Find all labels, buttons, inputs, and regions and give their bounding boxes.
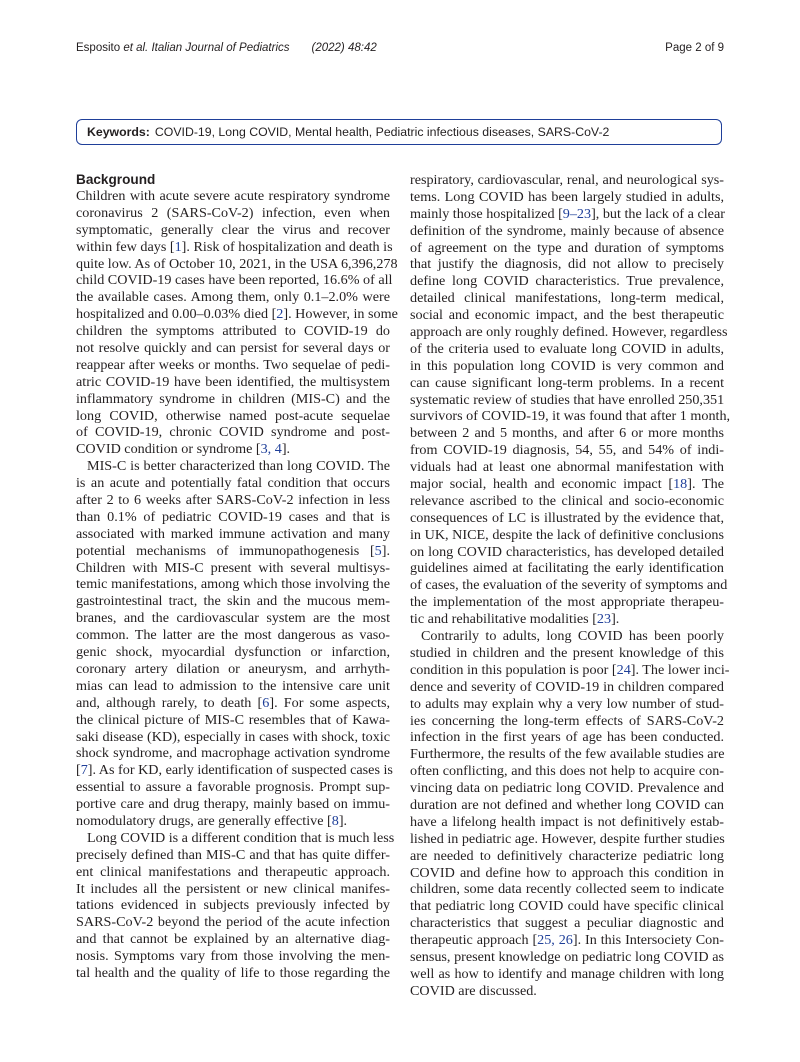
text-line: tic and rehabilitative modalities [23].: [410, 611, 620, 628]
keywords-box: [76, 119, 722, 145]
text-line: tal health and the quality of life to those regarding the: [76, 964, 390, 981]
text-line: therapeutic approach [25, 26]. In this Intersociety Con-: [410, 932, 724, 949]
header-authors: Esposito: [76, 42, 124, 54]
text-line: symptomatic, generally clear the virus and recover: [76, 221, 390, 238]
section-heading-background: Background: [76, 172, 156, 187]
text-line: define long COVID characteristics. True prevalence,: [410, 273, 724, 290]
text-line: inflammatory syndrome in children (MIS-C) and the: [76, 390, 390, 407]
citation-link[interactable]: 8: [331, 812, 339, 829]
text-line: children the symptoms attributed to COVID-19 do: [76, 323, 390, 340]
text-line: It includes all the persistent or new clinical manifes-: [76, 880, 390, 897]
text-line: not resolve quickly and can persist for several days or: [76, 340, 390, 357]
text-line: genic shock, myocardial dysfunction or infarction,: [76, 644, 390, 661]
text-line: branes, and the cardiovascular system are the most: [76, 610, 390, 627]
text-line: essential to assure a favorable prognosis. Prompt sup-: [76, 779, 390, 796]
text-line: infection in the first years of age has been conducted.: [410, 729, 724, 746]
citation-link[interactable]: 2: [276, 306, 284, 323]
citation-link[interactable]: 5: [374, 542, 382, 559]
text-line: guidelines aimed at facilitating the early identification: [410, 560, 724, 577]
text-line: atric COVID-19 have been identified, the multisystem: [76, 373, 390, 390]
keywords-text: COVID-19, Long COVID, Mental health, Pediatric infectious diseases, SARS-CoV-2: [154, 125, 610, 139]
text-line: relevance ascribed to the clinical and socio-economic: [410, 492, 724, 509]
text-line: gastrointestinal tract, the skin and the mucous mem-: [76, 593, 390, 610]
text-line: of agreement on the type and duration of symptoms: [410, 239, 724, 256]
text-line: tems. Long COVID has been largely studied in adults,: [410, 188, 724, 205]
text-line: and that cannot be explained by an alternative diag-: [76, 931, 390, 948]
text-line: in this population long COVID is very common and: [410, 357, 724, 374]
text-line: to adults may explain why a very low number of stud-: [410, 695, 724, 712]
text-line: viduals had at least one abnormal manifestation with: [410, 459, 724, 476]
text-line: common. The latter are the most dangerous as vaso-: [76, 627, 390, 644]
text-line: that justify the diagnosis, did not allow to precisely: [410, 256, 724, 273]
text-line: definition of the syndrome, mainly because of absence: [410, 222, 724, 239]
text-line: major social, health and economic impact [18]. The: [410, 476, 724, 493]
text-line: tations evidenced in subjects previously infected by: [76, 897, 390, 914]
text-line: often conflicting, and this does not help to acquire con-: [410, 763, 724, 780]
text-line: than 0.1% of pediatric COVID-19 cases and that is: [76, 508, 390, 525]
text-line: duration are not defined and whether long COVID can: [410, 796, 724, 813]
citation-link[interactable]: 25, 26: [537, 932, 573, 949]
right-column: [410, 172, 731, 1000]
text-line: potential mechanisms of immunopathogenesis [5].: [76, 542, 390, 559]
text-line: well as how to identify and manage children with long: [410, 965, 724, 982]
text-line: approach are only roughly defined. However, regardless: [410, 324, 728, 341]
text-line: on long COVID characteristics, has developed detailed: [410, 543, 724, 560]
text-line: of COVID-19, chronic COVID syndrome and post-: [76, 424, 390, 441]
text-line: condition in this population is poor [24]. The lower inci-: [410, 661, 730, 678]
text-line: lished in pediatric age. However, despite further studies: [410, 830, 725, 847]
text-line: SARS-CoV-2 beyond the period of the acute infection: [76, 914, 390, 931]
text-line: precisely defined than MIS-C and that has quite differ-: [76, 846, 390, 863]
text-line: children, some data recently collected seem to indicate: [410, 881, 724, 898]
citation-link[interactable]: 6: [262, 694, 270, 711]
text-line: Furthermore, the results of the few available studies are: [410, 746, 725, 763]
header-journal: et al. Italian Journal of Pediatrics: [123, 42, 290, 54]
text-line: COVID are discussed.: [410, 982, 537, 999]
text-line: can cause significant long-term problems. In a recent: [410, 374, 724, 391]
text-line: reappear after weeks or months. Two sequelae of pedi-: [76, 356, 390, 373]
citation-link[interactable]: 9–23: [562, 205, 592, 222]
text-line: after 2 to 6 weeks after SARS-CoV-2 infection in less: [76, 492, 390, 509]
text-line: within few days [1]. Risk of hospitalization and death is: [76, 238, 393, 255]
text-line: [7]. As for KD, early identification of suspected cases is: [76, 762, 393, 779]
text-line: saki disease (KD), especially in cases with shock, toxic: [76, 728, 390, 745]
text-line: have a lifelong health impact is not definitively estab-: [410, 813, 724, 830]
keywords-label: Keywords:: [87, 125, 150, 139]
text-line: of cases, the evaluation of the severity of symptoms and: [410, 577, 728, 594]
text-line: nomodulatory drugs, are generally effective [8].: [76, 812, 348, 829]
text-line: social and economic impact, and the best therapeutic: [410, 307, 724, 324]
citation-link[interactable]: 23: [596, 611, 612, 628]
text-line: mainly those hospitalized [9–23], but the lack of a clear: [410, 205, 725, 222]
text-line: Contrarily to adults, long COVID has been poorly: [421, 628, 724, 645]
text-line: the implementation of the most appropriate therapeu-: [410, 594, 724, 611]
citation-link[interactable]: 3, 4: [260, 441, 282, 458]
left-column: [76, 171, 398, 982]
running-header: [76, 42, 377, 54]
text-line: long COVID, otherwise named post-acute sequelae: [76, 407, 390, 424]
text-line: nosis. Symptoms vary from those involving the men-: [76, 948, 390, 965]
text-line: vincing data on pediatric long COVID. Prevalence and: [410, 780, 724, 797]
text-line: temic manifestations, among which those involving the: [76, 576, 390, 593]
text-line: portive care and drug therapy, mainly based on immu-: [76, 796, 390, 813]
text-line: studied in children and the present knowledge of this: [410, 644, 724, 661]
citation-link[interactable]: 18: [673, 476, 688, 493]
text-line: COVID and define how to approach this condition in: [410, 864, 724, 881]
text-line: quite low. As of October 10, 2021, in the USA 6,396,278: [76, 255, 398, 272]
text-line: hospitalized and 0.00–0.03% died [2]. However, in some: [76, 306, 398, 323]
text-line: shock syndrome, and macrophage activation syndrome: [76, 745, 390, 762]
text-line: coronavirus 2 (SARS-CoV-2) infection, even when: [76, 204, 390, 221]
text-line: detailed clinical manifestations, long-term medical,: [410, 290, 724, 307]
text-line: Children with acute severe acute respiratory syndrome: [76, 188, 390, 204]
text-line: and, although rarely, to death [6]. For some aspects,: [76, 694, 390, 711]
text-line: between 2 and 5 months, and after 6 or more months: [410, 425, 724, 442]
text-line: coronary artery dilation or aneurysm, and arrhyth-: [76, 660, 390, 677]
text-line: ies concerning the long-term effects of SARS-CoV-2: [410, 712, 724, 729]
text-line: is an acute and potentially fatal condition that occurs: [76, 475, 390, 492]
text-line: ent clinical manifestations and therapeutic approach.: [76, 863, 390, 880]
text-line: associated with marked immune activation and many: [76, 525, 390, 542]
text-line: the clinical picture of MIS-C resembles that of Kawa-: [76, 711, 390, 728]
text-line: respiratory, cardiovascular, renal, and neurological sys-: [410, 172, 724, 188]
text-line: the available cases. Among them, only 0.1–2.0% were: [76, 289, 390, 306]
text-line: dence and severity of COVID-19 in children compared: [410, 678, 724, 695]
citation-link[interactable]: 1: [174, 238, 182, 255]
text-line: Long COVID is a different condition that is much less: [87, 829, 395, 846]
text-line: in UK, NICE, despite the lack of definitive conclusions: [410, 526, 724, 543]
text-line: characteristics that suggest a peculiar diagnostic and: [410, 915, 724, 932]
header-citation: (2022) 48:42: [311, 42, 377, 54]
text-line: survivors of COVID-19, it was found that after 1 month,: [410, 408, 731, 425]
text-line: of the criteria used to evaluate long COVID in adults,: [410, 340, 724, 357]
text-line: consequences of LC is illustrated by the evidence that,: [410, 509, 724, 526]
text-line: COVID condition or syndrome [3, 4].: [76, 441, 291, 458]
text-line: child COVID-19 cases have been reported, 16.6% of all: [76, 272, 393, 289]
text-line: that pediatric long COVID could have specific clinical: [410, 898, 724, 915]
text-line: Children with MIS-C present with several multisys-: [76, 559, 390, 576]
citation-link[interactable]: 24: [616, 661, 631, 678]
left-column-text: [76, 188, 398, 982]
text-line: mias can lead to admission to the intensive care unit: [76, 677, 390, 694]
text-line: sensus, present knowledge on pediatric long COVID as: [410, 948, 724, 965]
text-line: are needed to definitively characterize pediatric long: [410, 847, 724, 864]
right-column-text: [410, 172, 731, 1000]
text-line: from COVID-19 diagnosis, 54, 55, and 54% of indi-: [410, 442, 724, 459]
text-line: systematic review of studies that have enrolled 250,351: [410, 391, 725, 408]
text-line: MIS-C is better characterized than long COVID. The: [87, 458, 390, 475]
page-number: Page 2 of 9: [665, 42, 724, 54]
citation-link[interactable]: 7: [80, 762, 88, 779]
